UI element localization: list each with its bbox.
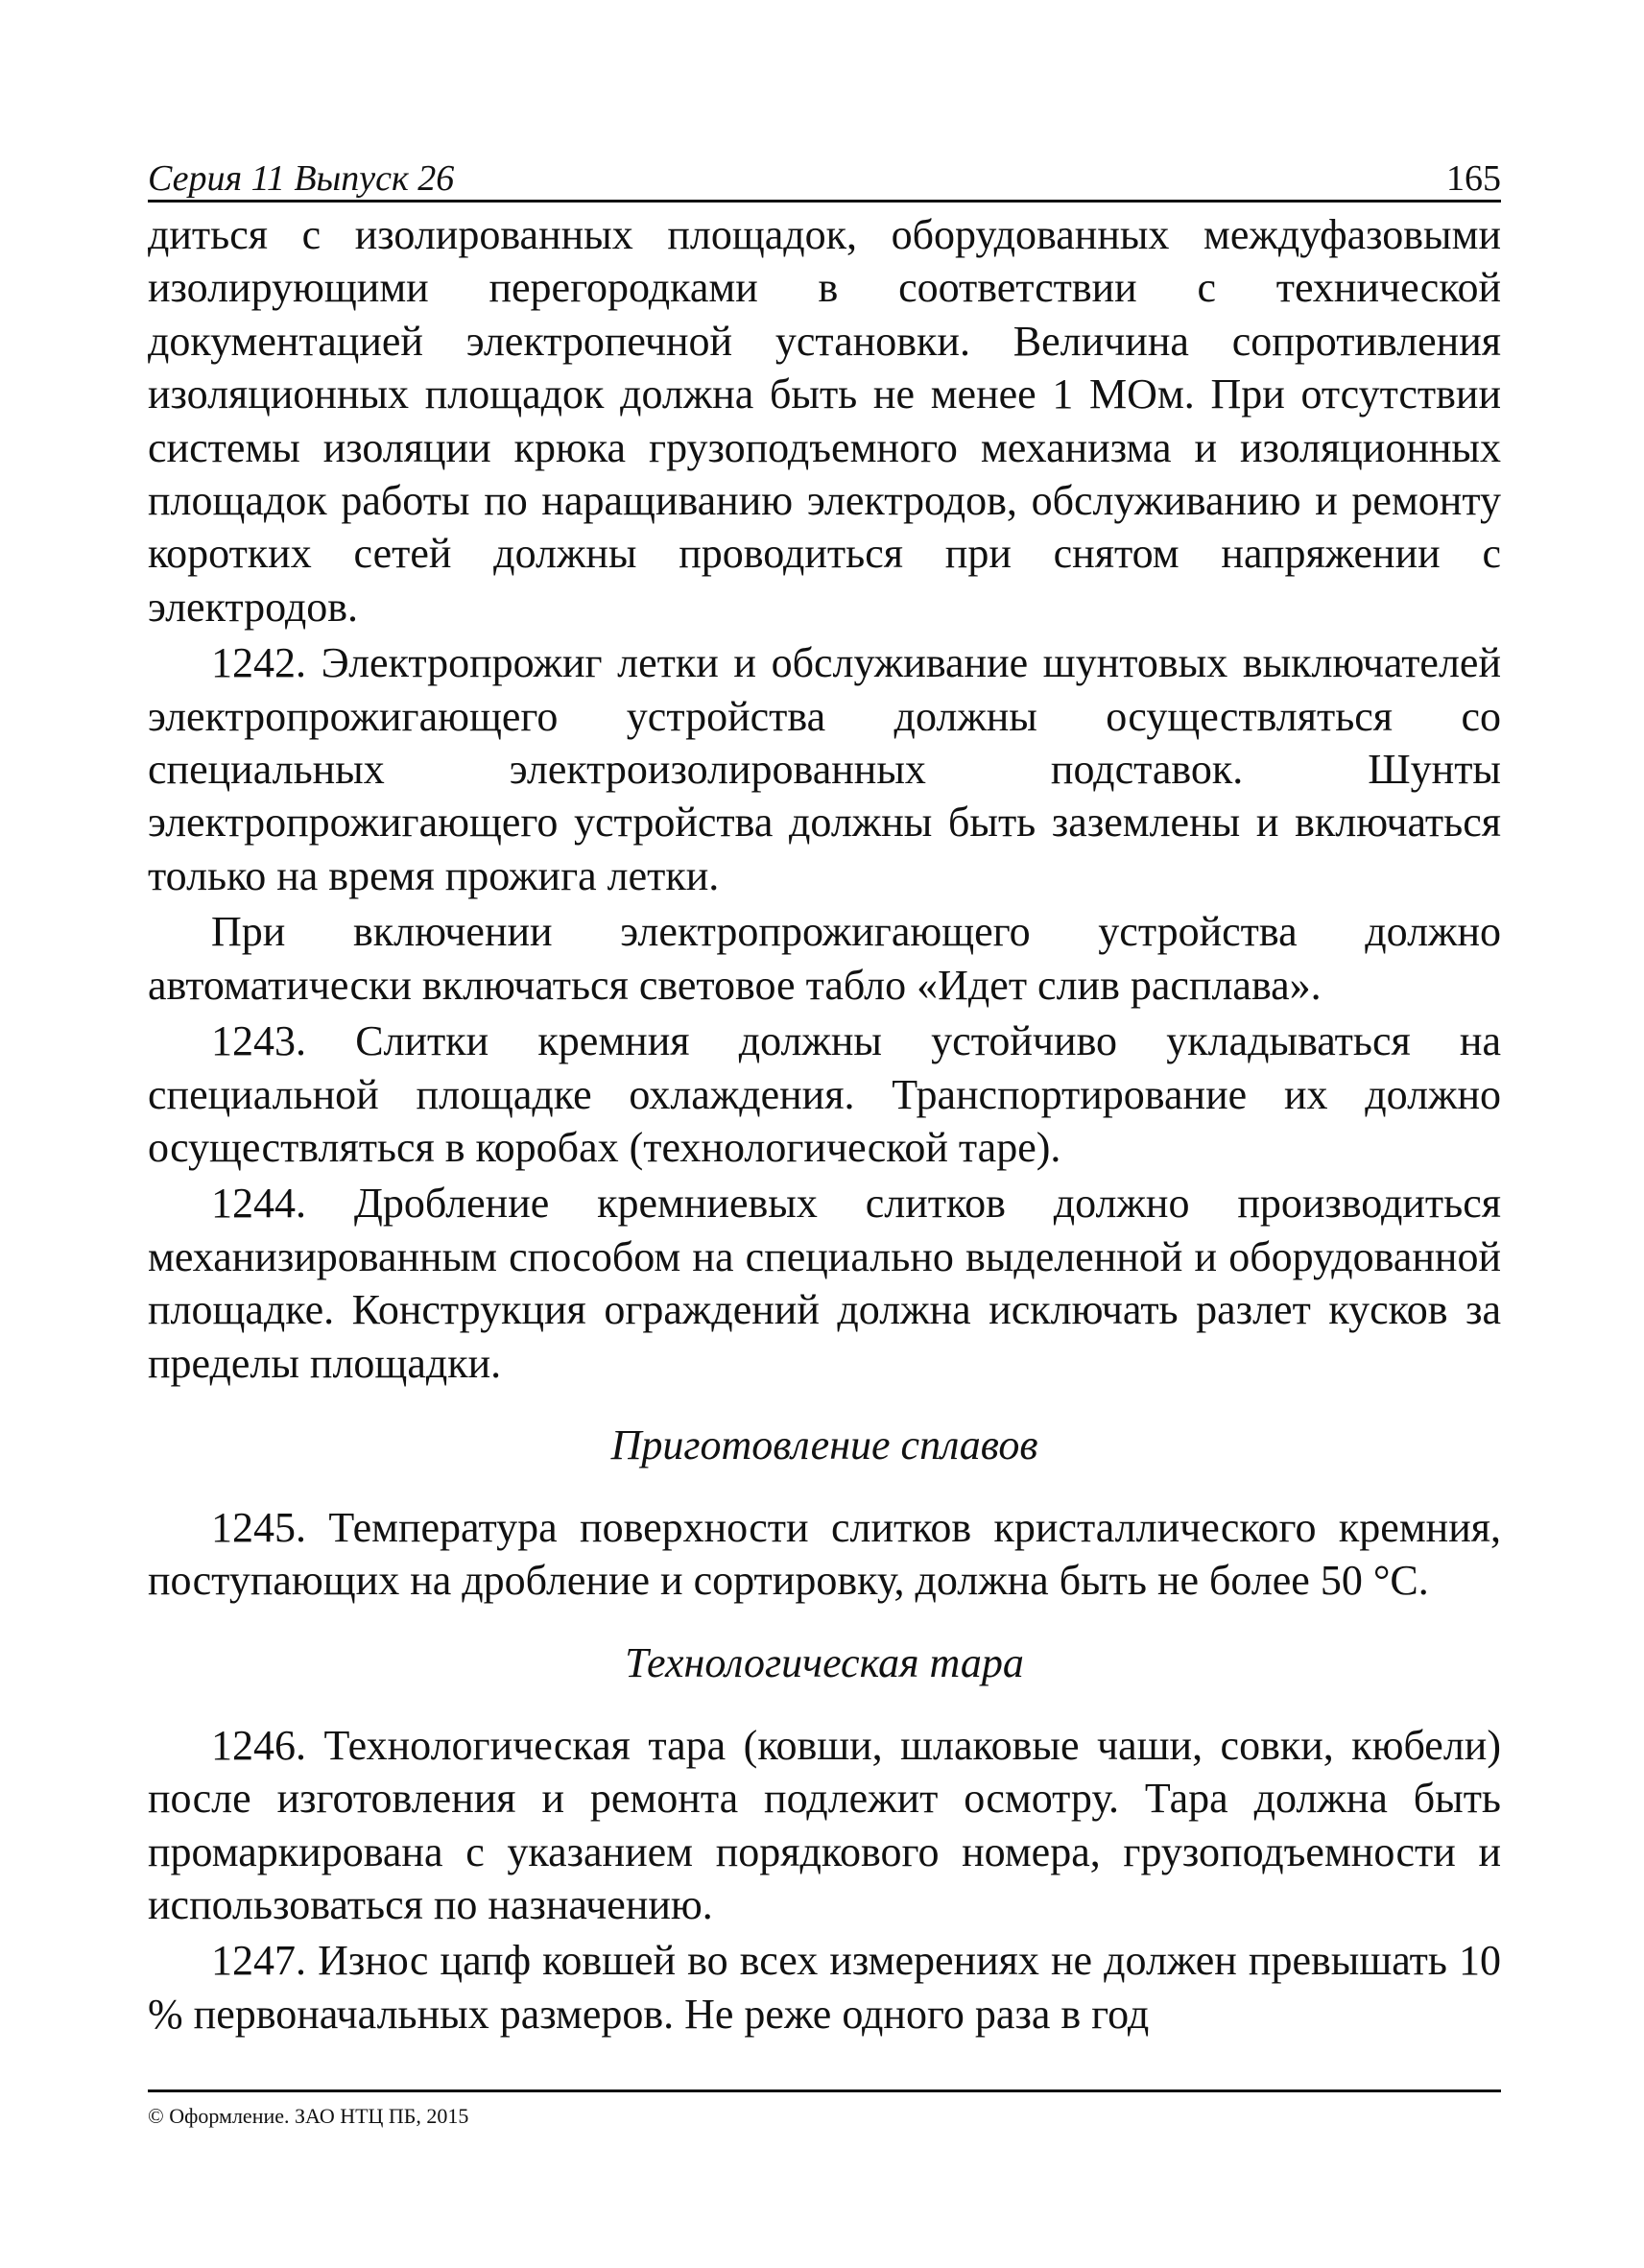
paragraph-1243: 1243. Слитки кремния должны устойчиво укладываться на специальной площадке охлаждения. Транспортирование их должно осуществляться в коробах (технологической таре). (148, 1017, 1501, 1171)
section-heading-alloys: Приготовление сплавов (610, 1420, 1038, 1468)
page-number: 165 (1446, 158, 1501, 199)
paragraph-1242-continued: При включении электропрожигающего устройства должно автоматически включаться световое табло «Идет слив расплава». (148, 908, 1501, 1009)
copyright-notice: © Оформление. ЗАО НТЦ ПБ, 2015 (148, 2104, 469, 2128)
paragraph-continuation: диться с изолированных площадок, оборудованных междуфазовыми изолирующими перегородками в соответствии с технической документацией электропечной установки. Величина сопротивления изоляционных площадок должна быть не менее 1 МОм. При отсутствии системы изоляции крюка грузоподъемного механизма и изоляционных площадок работы по наращиванию электродов, обслуживанию и ремонту коротких сетей должны проводиться при снятом напряжении с электродов. (148, 211, 1501, 631)
paragraph-1246: 1246. Технологическая тара (ковши, шлаковые чаши, совки, кюбели) после изготовления и ремонта подлежит осмотру. Тара должна быть промаркирована с указанием порядкового номера, грузоподъемности и использоваться по назначению. (148, 1721, 1501, 1928)
paragraph-1244: 1244. Дробление кремниевых слитков должно производиться механизированным способом на специально выделенной и оборудованной площадке. Конструкция ограждений должна исключать разлет кусков за пределы площадки. (148, 1180, 1501, 1387)
section-heading-tare: Технологическая тара (625, 1638, 1024, 1686)
running-header (148, 144, 1501, 203)
paragraph-1245: 1245. Температура поверхности слитков кристаллического кремния, поступающих на дробление и сортировку, должна быть не более 50 °С. (148, 1503, 1501, 1605)
paragraph-1247: 1247. Износ цапф ковшей во всех измерениях не должен превышать 10 % первоначальных размеров. Не реже одного раза в год (148, 1937, 1501, 2038)
document-body (148, 208, 1501, 2041)
document-page (148, 144, 1501, 2041)
paragraph-1242: 1242. Электропрожиг летки и обслуживание шунтовых выключателей электропрожигающего устройства должны осуществляться со специальных электроизолированных подставок. Шунты электропрожигающего устройства должны быть заземлены и включаться только на время прожига летки. (148, 639, 1501, 899)
series-title: Серия 11 Выпуск 26 (148, 158, 455, 199)
page-footer (148, 2089, 1501, 2131)
